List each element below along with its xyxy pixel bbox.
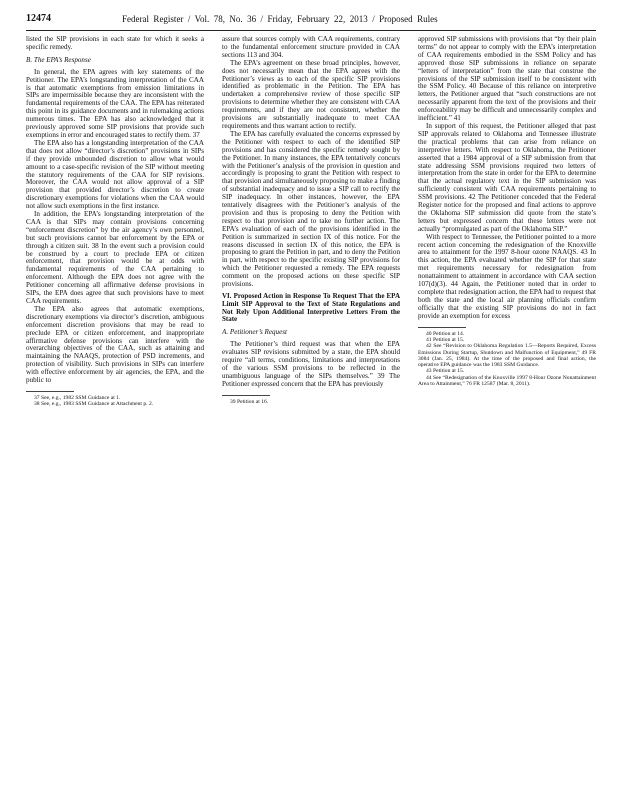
paragraph: In addition, the EPA’s longstanding interpretation of the CAA is that SIPs may contain provisions concerning “enforcement discretion” by the air agency’s own personnel, but such provisions cannot bar enforcement by the EPA or through a citizen suit. 38 In the event such a provision could be construed by a court to preclude EPA or citizen enforcement, that provision would be at odds with fundamental requirements of the CAA pertaining to enforcement. Although the EPA does not agree with the Petitioner concerning all affirmative defense provisions in SIPs, the EPA does agree that such provisions have to meet CAA requirements. (26, 210, 204, 305)
section-heading-vi: VI. Proposed Action in Response To Request That the EPA Limit SIP Approval to the Text of State Regulations and Not Rely Upon Additional Interpretive Letters From the State (222, 292, 400, 324)
paragraph: In general, the EPA agrees with key statements of the Petitioner. The EPA’s longstanding interpretation of the CAA is that automatic exemptions from emission limitations in SIPs are impermissible because they are inconsistent with the fundamental requirements of the CAA. The EPA has reiterated this point in its guidance documents and in rulemaking actions numerous times. The EPA has also acknowledged that it previously approved some SIP provisions that provide such exemptions in error and encouraged states to rectify them. 37 (26, 67, 204, 139)
paragraph: listed the SIP provisions in each state for which it seeks a specific remedy. (26, 36, 204, 51)
paragraph: The EPA’s agreement on these broad principles, however, does not necessarily mean that the EPA agrees with the Petitioner’s views as to each of the specific SIP provisions identified as problematic in the Petition. The EPA has undertaken a comprehensive review of those specific SIP provisions to determine whether they are consistent with CAA requirements, and if they are not consistent, whether the provisions are substantially inadequate to meet CAA requirements and thus warrant action to rectify. (222, 58, 400, 130)
paragraph: The Petitioner’s third request was that when the EPA evaluates SIP revisions submitted by a state, the EPA should require “all terms, conditions, limitations and interpretations of the various SSM provisions to be reflected in the unambiguous language of the SIPs themselves.” 39 The Petitioner expressed concern that the EPA has previously (222, 340, 400, 388)
footnote: 44 See “Redesignation of the Knoxville 1997 8-Hour Ozone Nonattainment Area to Attainment,” 76 FR 12587 (Mar. 8, 2011). (418, 374, 596, 387)
subheading-epa-response: B. The EPA’s Response (26, 55, 91, 64)
footnote: 37 See, e.g., 1982 SSM Guidance at 1. (34, 394, 121, 401)
paragraph: The EPA also agrees that automatic exemptions, discretionary exemptions via director’s discretion, ambiguous enforcement discretion provisions that may be read to preclude EPA or citizen enforcement, and inappropriate affirmative defense provisions can interfere with the overarching objectives of the CAA, such as attaining and maintaining the NAAQS, protection of PSD increments, and protection of visibility. Such provisions in SIPs can interfere with effective enforcement by air agencies, the EPA, and the public to (26, 304, 204, 385)
paragraph: The EPA also has a longstanding interpretation of the CAA that does not allow “director’s discretion” provisions in SIPs if they provide unbounded discretion to allow what would amount to a case-specific revision of the SIP without meeting the statutory requirements of the CAA for SIP revisions. Moreover, the CAA would not allow approval of a SIP provision that provided director’s discretion to create discretionary exemptions for violations when the CAA would not allow such exemptions in the first instance. (26, 138, 204, 211)
running-head: Federal Register / Vol. 78, No. 36 / Friday, February 22, 2013 / Proposed Rules (122, 14, 438, 24)
footnote-rule (418, 327, 466, 328)
header-rule (26, 30, 596, 31)
paragraph: The EPA has carefully evaluated the concerns expressed by the Petitioner with respect to each of the identified SIP provisions and has considered the specific remedy sought by the Petitioner. In many instances, the EPA tentatively concurs with the Petitioner’s analysis of the provision in question and accordingly is proposing to grant the Petition with respect to that provision and simultaneously proposing to make a finding of substantial inadequacy and to issue a SIP call to rectify the SIP inadequacy. In other instances, however, the EPA tentatively disagrees with the Petitioner’s analysis of the provision and thus is proposing to deny the Petition with respect to that provision and to take no further action. The EPA’s evaluation of each of the provisions identified in the Petition is summarized in section IX of this notice. For the reasons discussed in section IX of this notice, the EPA is proposing to grant the Petition in part, and to deny the Petition in part, with respect to the specific existing SIP provisions for which the Petitioner requested a remedy. The EPA requests comment on the proposed actions on these specific SIP provisions. (222, 129, 400, 289)
paragraph: With respect to Tennessee, the Petitioner pointed to a more recent action concerning the redesignation of the Knoxville area to attainment for the 1997 8-hour ozone NAAQS. 43 In this action, the EPA evaluated whether the SIP for that state met requirements necessary for redesignation from nonattainment to attainment in accordance with CAA section 107(d)(3). 44 Again, the Petitioner noted that in order to complete that redesignation action, the EPA had to request that both the state and the local air planning officials confirm officially that the existing SIP provisions do not in fact provide an exemption for excess (418, 232, 596, 320)
footnote: 39 Petition at 16. (230, 398, 269, 405)
page-header (26, 11, 596, 27)
footnote: 41 Petition at 15. (426, 336, 465, 343)
footnote: 38 See, e.g., 1983 SSM Guidance at Attachment p. 2. (34, 401, 154, 408)
page-number: 12474 (26, 13, 51, 24)
footnote: 43 Petition at 15. (426, 368, 465, 375)
paragraph: assure that sources comply with CAA requirements, contrary to the fundamental enforcement structure provided in CAA sections 113 and 304. (222, 36, 400, 59)
column-1 (26, 36, 204, 766)
footnote: 42 See “Revision to Oklahoma Regulation 1.5—Reports Required, Excess Emissions During Startup, Shutdown and Malfunction of Equipment,” 49 FR 3084 (Jan. 25, 1984). At the time of the proposed and final action, the operative EPA guidance was the 1983 SSM Guidance. (418, 343, 596, 369)
column-3 (418, 36, 596, 766)
footnote-rule (26, 391, 74, 392)
footnote-rule (222, 395, 270, 396)
paragraph: approved SIP submissions with provisions that “by their plain terms” do not appear to comply with the EPA’s interpretation of CAA requirements embodied in the SSM Policy and has approved those SIP submissions in reliance on separate “letters of interpretation” from the state that construe the provisions of the SIP submission itself to be consistent with the SSM Policy. 40 Because of this reliance on interpretive letters, the Petitioner argued that “such constructions are not necessarily apparent from the text of the provisions and their enforceability may be difficult and unnecessarily complex and inefficient.” 41 (418, 36, 596, 123)
subheading-petitioners-request: A. Petitioner’s Request (222, 328, 287, 337)
paragraph: In support of this request, the Petitioner alleged that past SIP approvals related to Oklahoma and Tennessee illustrate the practical problems that can arise from reliance on interpretive letters. With respect to Oklahoma, the Petitioner asserted that a 1984 approval of a SIP submission from that state addressing SSM provisions required two letters of interpretation from the state in order for the EPA to determine that the actual regulatory text in the SIP submission was sufficiently consistent with CAA requirements pertaining to SSM provisions. 42 The Petitioner conceded that the Federal Register notice for the proposed and final actions to approve the Oklahoma SIP submission did quote from the state’s letters but expressed concern that these letters were not actually “promulgated as part of the Oklahoma SIP.” (418, 121, 596, 233)
column-2 (222, 36, 400, 766)
footnote: 40 Petition at 14. (426, 330, 465, 337)
